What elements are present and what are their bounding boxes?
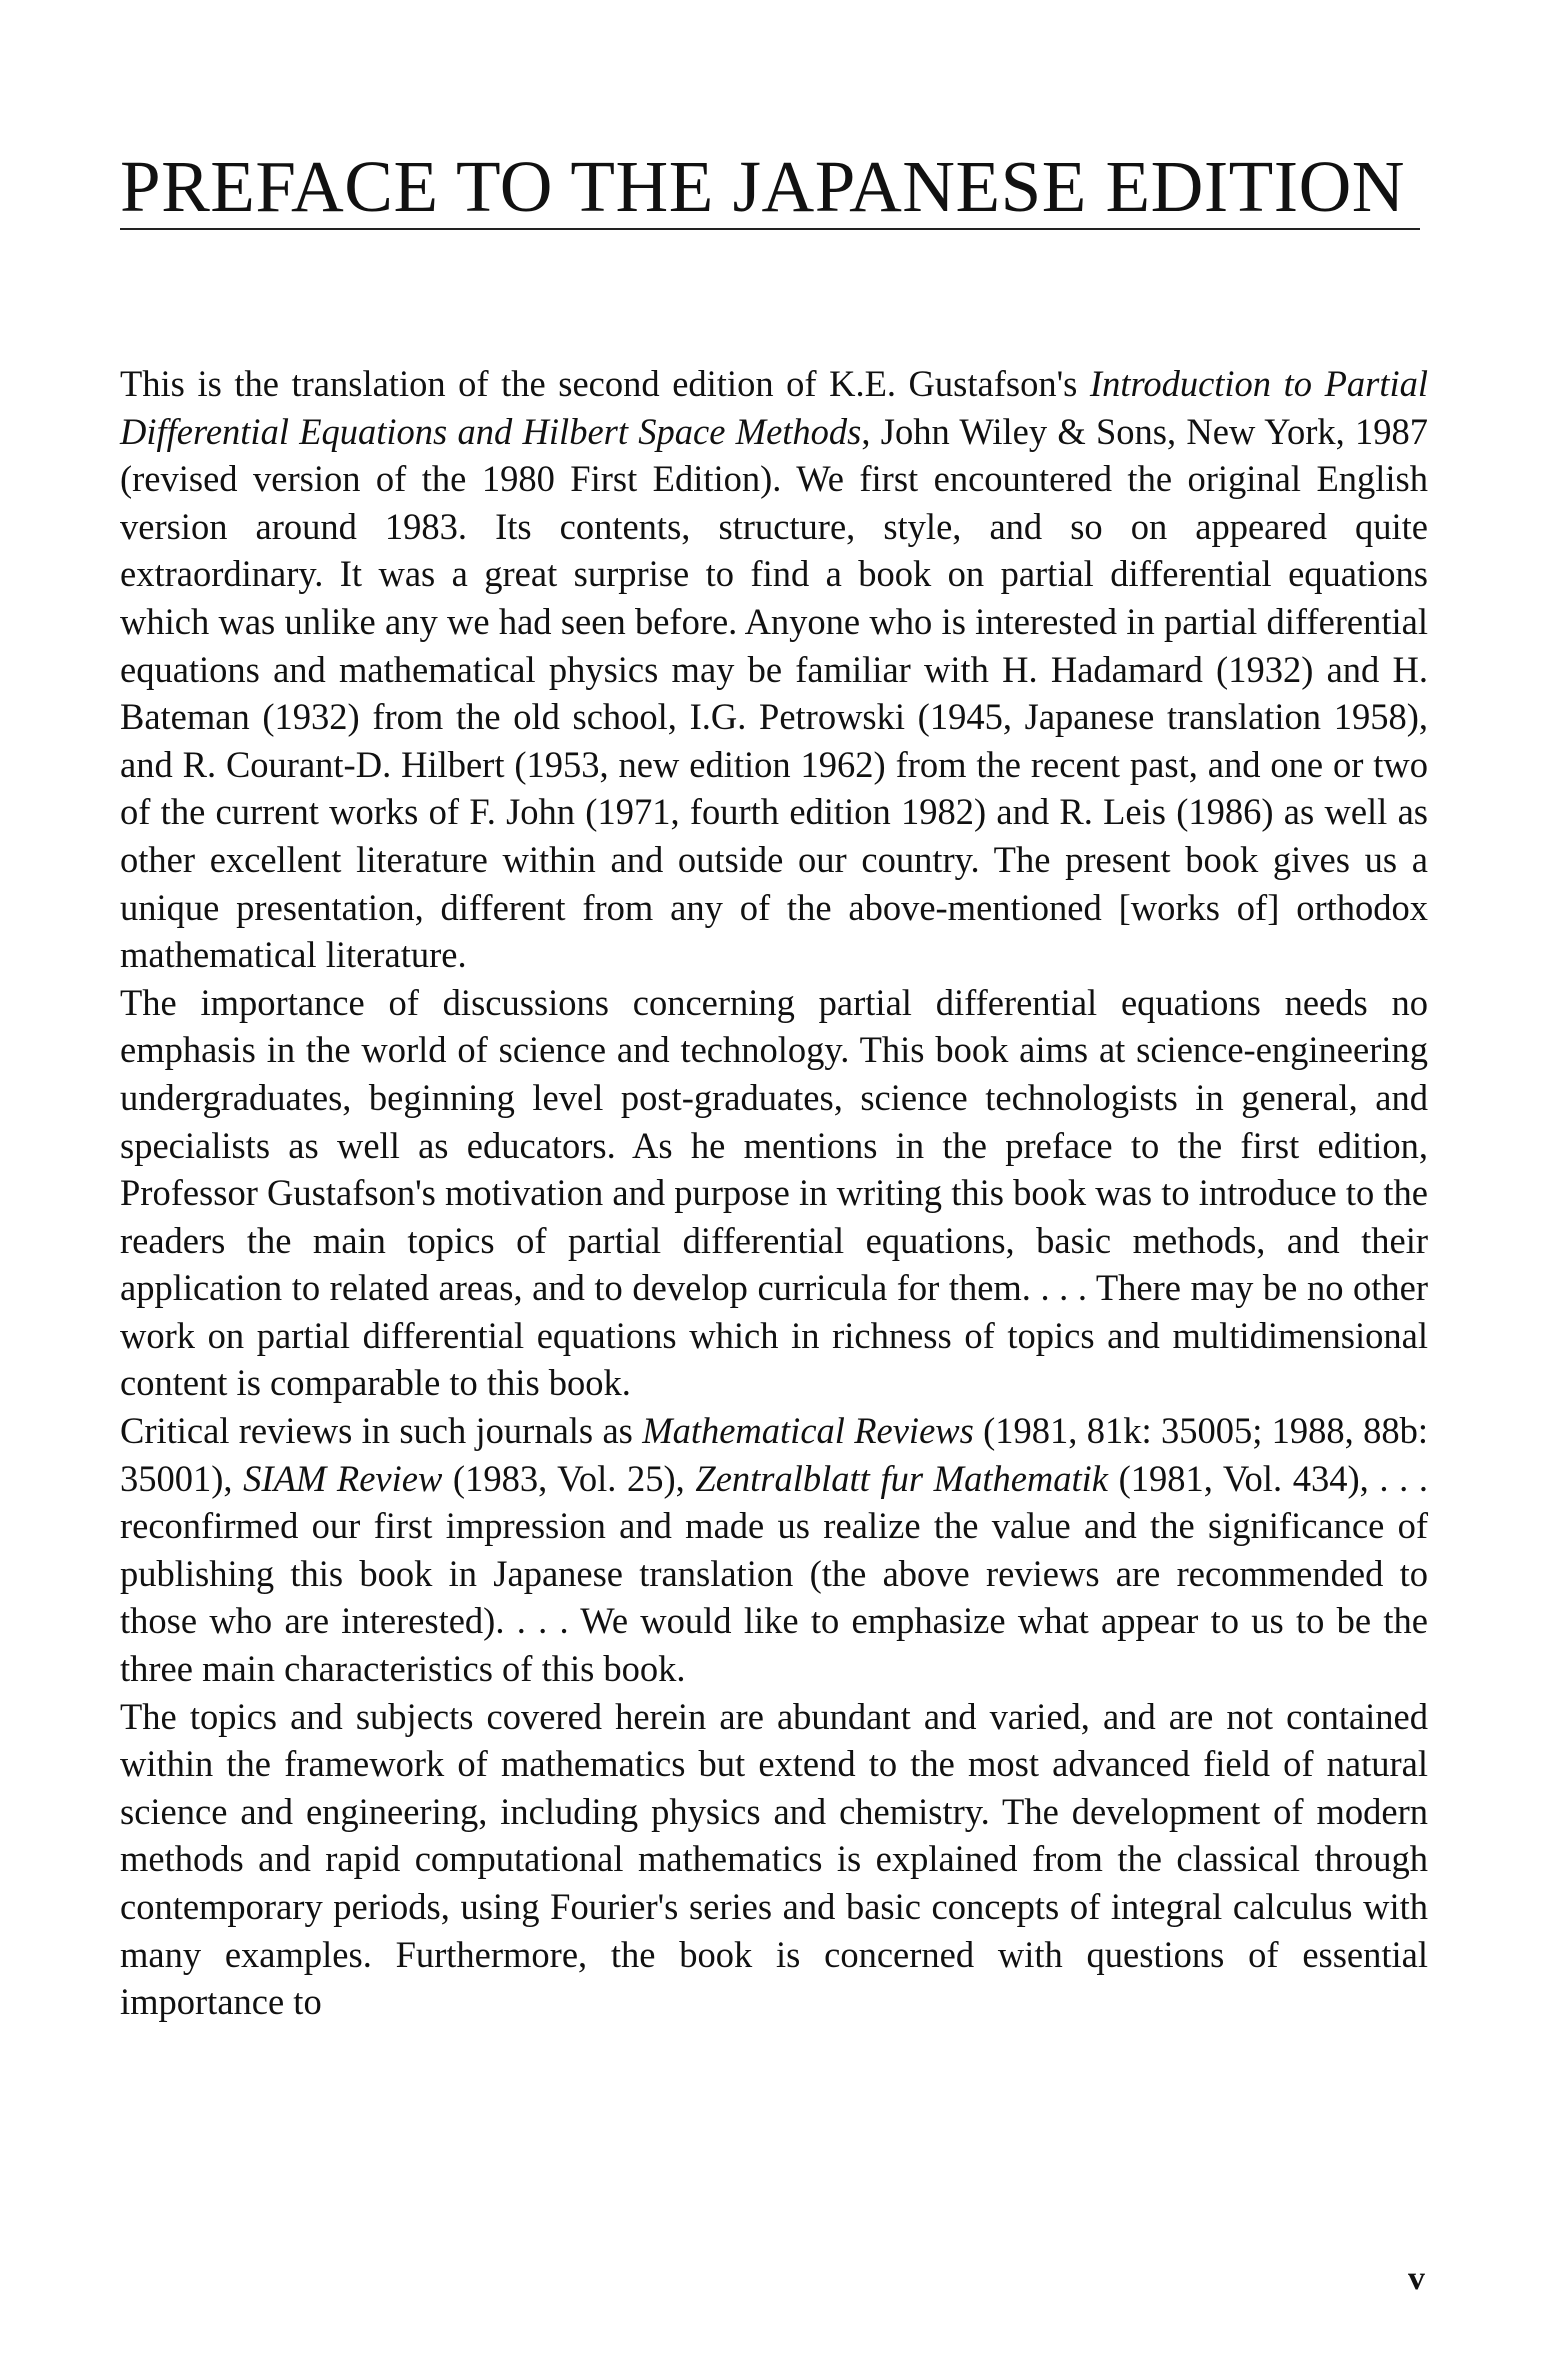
journal-zentralblatt: Zentralblatt fur Mathematik (695, 1457, 1109, 1499)
paragraph-3-text-a: Critical reviews in such journals as (120, 1410, 643, 1452)
paragraph-4: The topics and subjects covered herein are abundant and varied, and are not contained within the framework of mathematics but extend to the most advanced field of natural science and engineering, including physics and chemistry. The development of modern methods and rapid computational mathematics is explained from the classical through contemporary periods, using Fourier's series and basic concepts of integral calculus with many examples. Furthermore, the book is concerned with questions of essential importance to (120, 1695, 1428, 2023)
preface-body (120, 360, 1428, 2026)
paragraph-3-text-c: (1983, Vol. 25), (442, 1457, 696, 1499)
paragraph-1-text-a: This is the translation of the second edition of K.E. Gustafson's (120, 363, 1090, 404)
paragraph-3-text-d: (1981, Vol. 434), . . . reconfirmed our first impression and made us realize the value and the significance of publishing this book in Japanese translation (the above reviews are recommended to those who are interested). . . . We would like to emphasize what appear to us to be the three main characteristics of this book. (120, 1457, 1429, 1690)
paragraph-3 (120, 1407, 1428, 1693)
journal-mathematical-reviews: Mathematical Reviews (642, 1410, 974, 1452)
title-underline (120, 228, 1420, 230)
page-title: PREFACE TO THE JAPANESE EDITION (120, 146, 1406, 227)
paragraph-1 (120, 360, 1428, 979)
paragraph-1-text-b: , John Wiley & Sons, New York, 1987 (revised version of the 1980 First Edition). We first encountered the original English version around 1983. Its contents, structure, style, and so on appeared quite extraordinary. It was a great surprise to find a book on partial differential equations which was unlike any we had seen before. Anyone who is interested in partial differential equations and mathematical physics may be familiar with H. Hadamard (1932) and H. Bateman (1932) from the old school, I.G. Petrowski (1945, Japanese translation 1958), and R. Courant-D. Hilbert (1953, new edition 1962) from the recent past, and one or two of the current works of F. John (1971, fourth edition 1982) and R. Leis (1986) as well as other excellent literature within and outside our country. The present book gives us a unique presentation, different from any of the above-mentioned [works of] orthodox mathematical literature. (120, 410, 1428, 976)
paragraph-3-text-b: (1981, 81k: 35005; 1988, 88b: 35001), (120, 1410, 1428, 1499)
page-number: v (1408, 2260, 1425, 2297)
paragraph-2: The importance of discussions concerning partial differential equations needs no emphasis in the world of science and technology. This book aims at science-engineering undergraduates, beginning level post-graduates, science technologists in general, and specialists as well as educators. As he mentions in the preface to the first edition, Professor Gustafson's motivation and purpose in writing this book was to introduce to the readers the main topics of partial differential equations, basic methods, and their application to related areas, and to develop curricula for them. . . . There may be no other work on partial differential equations which in richness of topics and multidimensional content is comparable to this book. (120, 981, 1428, 1404)
journal-siam-review: SIAM Review (243, 1457, 443, 1499)
book-title-italic: Introduction to Partial Differential Equations and Hilbert Space Methods (120, 363, 1428, 452)
